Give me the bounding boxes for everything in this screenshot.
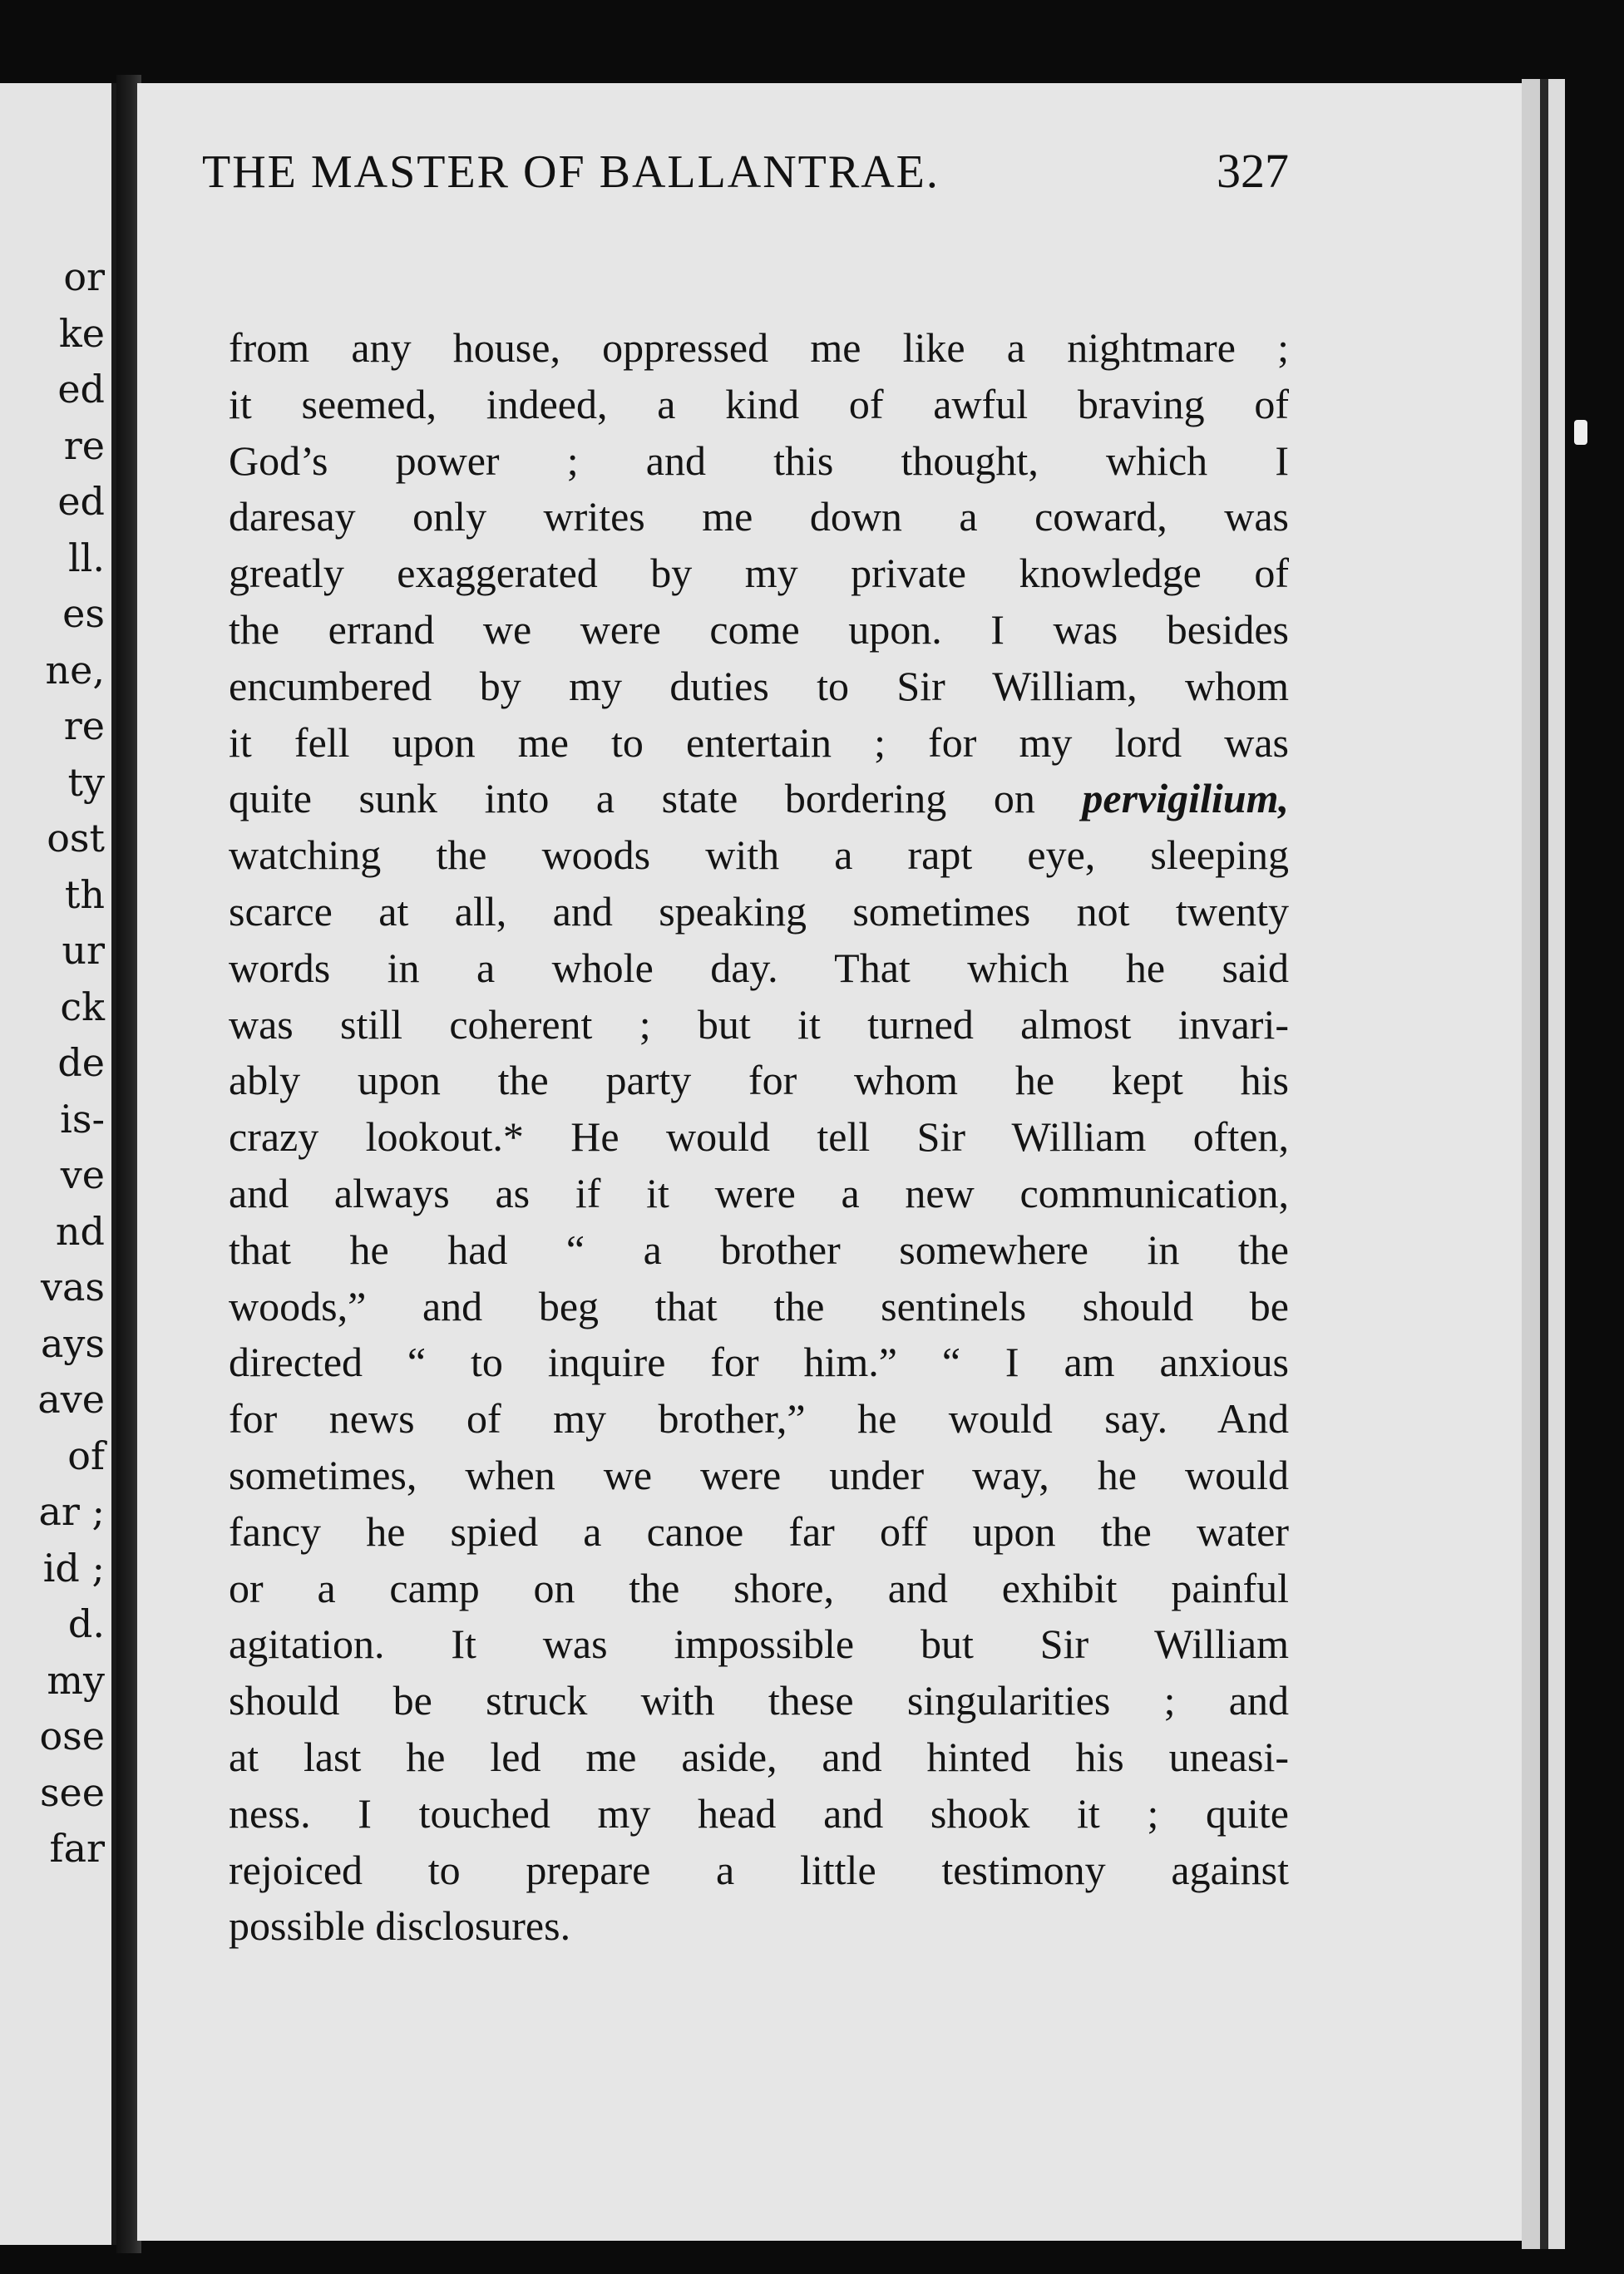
text-line-content: fancy he spied a canoe far off upon the water [229,1507,1289,1555]
left-page-fragment: es [62,591,105,636]
left-page-fragment: ke [58,310,105,356]
text-line-content: for news of my brother,” he would say. And [229,1395,1289,1443]
left-page-fragment: th [64,871,105,917]
text-line-content: and always as if it were a new communication, [229,1169,1289,1216]
text-line-content: daresay only writes me down a coward, was [229,493,1289,540]
page-edge [1522,79,1540,2249]
text-line-content: words in a whole day. That which he said [229,944,1289,991]
text-line [229,1616,1289,1673]
text-line-content: at last he led me aside, and hinted his uneasi- [229,1733,1289,1780]
left-page-fragment: d. [67,1601,105,1646]
left-page-fragment: ur [62,928,105,973]
text-line [229,1222,1289,1279]
left-page-fragment: or [63,254,105,299]
text-line-content: that he had “ a brother somewhere in the [229,1226,1289,1273]
text-line [229,1391,1289,1448]
edge-marker [1574,420,1587,445]
left-page-fragment: de [57,1040,105,1085]
left-page-fragment: re [63,703,105,748]
scan-border [1565,79,1624,2249]
left-page-fragment: ave [37,1377,105,1422]
text-line-content: God’s power ; and this thought, which I [229,437,1289,484]
left-page-fragment: ays [40,1320,105,1366]
text-line-content: agitation. It was impossible but Sir William [229,1620,1289,1668]
text-line [229,1166,1289,1222]
page-edge-stack [1548,79,1565,2249]
text-line-content: from any house, oppressed me like a nightmare ; [229,324,1289,371]
text-line [229,1729,1289,1786]
left-page-fragment: ar ; [38,1489,105,1534]
left-page-fragment: is- [60,1096,105,1142]
text-line-content: greatly exaggerated by my private knowledge of [229,550,1289,597]
text-line [229,1842,1289,1899]
text-line [229,771,1289,827]
text-line-content: was still coherent ; but it turned almost invari- [229,1000,1289,1048]
text-line-content: scarce at all, and speaking sometimes not twenty [229,887,1289,935]
text-line-content: ably upon the party for whom he kept his [229,1057,1289,1104]
left-page-fragment: re [63,422,105,468]
text-line-content: it seemed, indeed, a kind of awful braving of [229,380,1289,427]
text-line-content: the errand we were come upon. I was besides [229,605,1289,653]
text-line [229,489,1289,545]
text-line [229,1673,1289,1729]
text-line [229,940,1289,997]
text-line [229,1053,1289,1109]
text-line-content: sometimes, when we were under way, he would [229,1451,1289,1498]
page-number: 327 [1217,144,1289,198]
left-page-fragment: nd [55,1208,105,1254]
left-page-fragment: far [49,1826,105,1871]
left-page-fragment: see [39,1769,105,1815]
text-line-content: encumbered by my duties to Sir William, whom [229,662,1289,709]
text-line [229,827,1289,884]
left-page-fragment: ck [60,984,105,1029]
body-text [229,320,1289,1955]
text-line [229,659,1289,715]
left-page-fragment: id ; [42,1545,105,1591]
text-line-content: crazy lookout.* He would tell Sir William often, [229,1113,1289,1161]
text-line [229,1109,1289,1166]
italic-word: pervigilium, [1082,775,1289,822]
left-page-fragment: my [47,1657,105,1703]
text-line [229,433,1289,490]
text-line-content: watching the woods with a rapt eye, sleeping [229,831,1289,879]
running-header [202,143,1289,210]
left-page-fragment: vas [40,1265,105,1310]
left-page-fragment: ll. [67,535,105,580]
left-page-fragment: ost [47,816,105,861]
text-line [229,1561,1289,1617]
text-line-content: quite sunk into a state bordering on [229,775,1035,822]
text-line [229,1334,1289,1391]
text-line-content: rejoiced to prepare a little testimony against [229,1846,1289,1893]
text-line-content: ness. I touched my head and shook it ; quite [229,1789,1289,1837]
left-facing-page [0,83,116,2245]
text-line [229,1786,1289,1842]
text-line [229,1504,1289,1561]
text-line [229,320,1289,377]
text-line [229,602,1289,659]
text-line [229,1898,1289,1955]
text-line-content: or a camp on the shore, and exhibit painful [229,1564,1289,1611]
left-page-fragment: ed [57,479,105,524]
text-line [229,715,1289,772]
left-page-fragment: ose [39,1714,105,1759]
left-page-fragment: ty [67,759,105,805]
text-line-content: should be struck with these singularities ; and [229,1677,1289,1724]
text-line [229,545,1289,602]
text-line [229,1279,1289,1335]
text-line [229,997,1289,1053]
text-line-content: possible disclosures. [229,1902,571,1950]
text-line-content: directed “ to inquire for him.” “ I am anxious [229,1339,1289,1386]
page-edge-shadow [1540,79,1548,2249]
text-line-content: it fell upon me to entertain ; for my lord was [229,718,1289,766]
left-page-fragment: of [67,1433,105,1478]
left-page-fragment: ed [57,367,105,412]
text-line-content: woods,” and beg that the sentinels should be [229,1282,1289,1329]
text-line [229,377,1289,433]
left-page-fragment: ve [60,1152,105,1197]
text-line [229,884,1289,940]
text-line [229,1448,1289,1504]
running-title: THE MASTER OF BALLANTRAE. [202,146,940,198]
left-page-fragment: ne, [45,647,105,693]
